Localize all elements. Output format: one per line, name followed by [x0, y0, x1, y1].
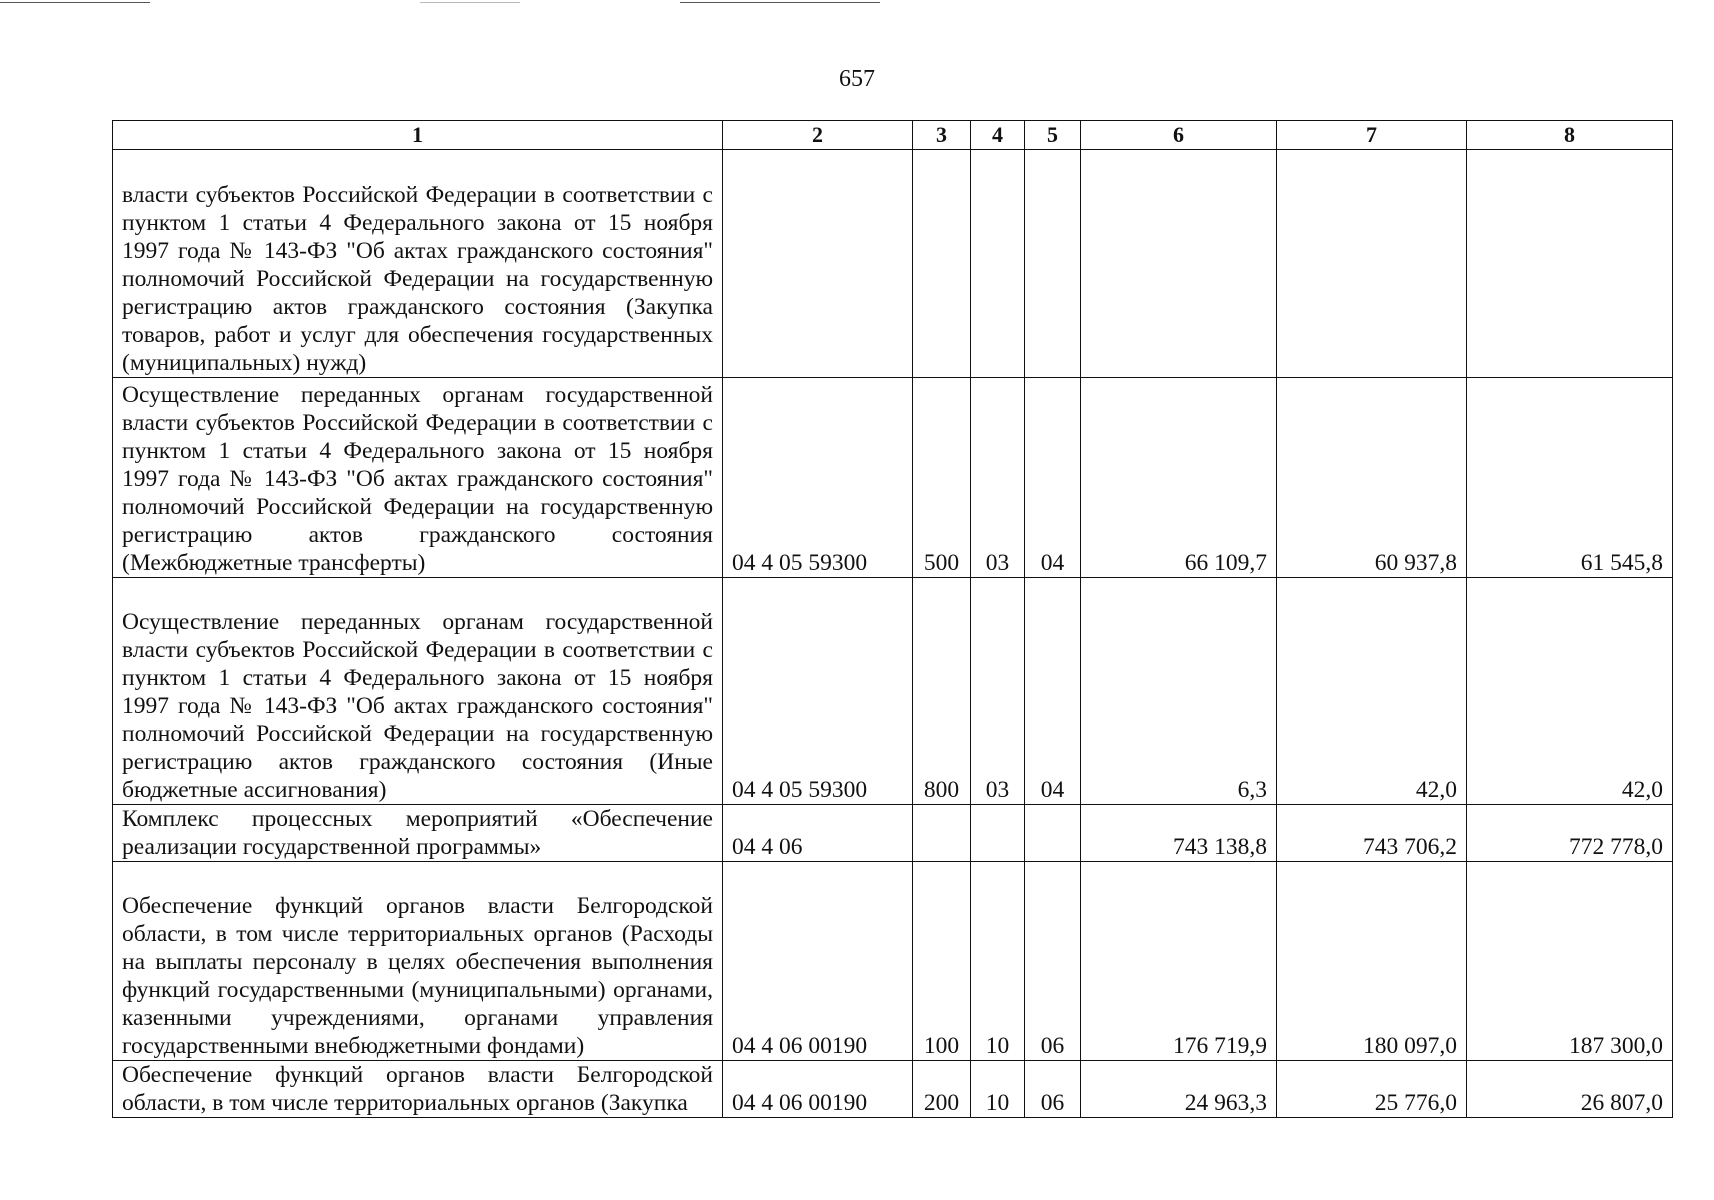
- amount-col6: [1081, 150, 1277, 378]
- subsection-code: [1025, 805, 1081, 862]
- row-description: Обеспечение функций органов власти Белгородской области, в том числе территориальных органов (Расходы на выплаты персоналу в целях обеспечения выполнения функций государственными (муниципальными) органами, казенными учреждениями, органами управления государственными внебюджетными фондами): [113, 862, 723, 1061]
- amount-col7: 180 097,0: [1277, 862, 1467, 1061]
- table-row: [113, 805, 1673, 862]
- amount-col7: 743 706,2: [1277, 805, 1467, 862]
- row-description: Комплекс процессных мероприятий «Обеспечение реализации государственной программы»: [113, 805, 723, 862]
- scan-artifact-line: [680, 2, 880, 3]
- subsection-code: [1025, 150, 1081, 378]
- amount-col6: 743 138,8: [1081, 805, 1277, 862]
- amount-col8: 772 778,0: [1467, 805, 1673, 862]
- amount-col7: 42,0: [1277, 578, 1467, 805]
- column-header: 4: [971, 121, 1025, 150]
- expense-type-code: [913, 150, 971, 378]
- section-code: 10: [971, 1061, 1025, 1118]
- amount-col8: 61 545,8: [1467, 378, 1673, 578]
- page-number: 657: [839, 66, 875, 92]
- expense-type-code: 200: [913, 1061, 971, 1118]
- column-header: 2: [723, 121, 913, 150]
- table-row: [113, 862, 1673, 1061]
- target-article-code: 04 4 05 59300: [723, 578, 913, 805]
- amount-col6: 176 719,9: [1081, 862, 1277, 1061]
- section-code: 03: [971, 378, 1025, 578]
- budget-table: [112, 120, 1673, 1118]
- table-row: [113, 1061, 1673, 1118]
- target-article-code: 04 4 06: [723, 805, 913, 862]
- column-header: 1: [113, 121, 723, 150]
- amount-col8: 42,0: [1467, 578, 1673, 805]
- target-article-code: 04 4 05 59300: [723, 378, 913, 578]
- scan-artifact-line: [0, 2, 150, 3]
- column-header: 3: [913, 121, 971, 150]
- target-article-code: 04 4 06 00190: [723, 862, 913, 1061]
- scan-artifact-line: [420, 2, 520, 3]
- subsection-code: 06: [1025, 1061, 1081, 1118]
- table-row: [113, 578, 1673, 805]
- target-article-code: [723, 150, 913, 378]
- amount-col6: 6,3: [1081, 578, 1277, 805]
- column-header: 7: [1277, 121, 1467, 150]
- target-article-code: 04 4 06 00190: [723, 1061, 913, 1118]
- row-description: Осуществление переданных органам государственной власти субъектов Российской Федерации в соответствии с пунктом 1 статьи 4 Федерального закона от 15 ноября 1997 года № 143-ФЗ "Об актах гражданского состояния" полномочий Российской Федерации на государственную регистрацию актов гражданского состояния (Иные бюджетные ассигнования): [113, 578, 723, 805]
- section-code: [971, 150, 1025, 378]
- amount-col7: [1277, 150, 1467, 378]
- amount-col8: 26 807,0: [1467, 1061, 1673, 1118]
- amount-col6: 66 109,7: [1081, 378, 1277, 578]
- column-header: 8: [1467, 121, 1673, 150]
- amount-col6: 24 963,3: [1081, 1061, 1277, 1118]
- subsection-code: 04: [1025, 378, 1081, 578]
- column-header: 5: [1025, 121, 1081, 150]
- table-row: [113, 378, 1673, 578]
- section-code: 10: [971, 862, 1025, 1061]
- expense-type-code: [913, 805, 971, 862]
- header-row: [113, 121, 1673, 150]
- subsection-code: 06: [1025, 862, 1081, 1061]
- section-code: [971, 805, 1025, 862]
- row-description: власти субъектов Российской Федерации в соответствии с пунктом 1 статьи 4 Федерального закона от 15 ноября 1997 года № 143-ФЗ "Об актах гражданского состояния" полномочий Российской Федерации на государственную регистрацию актов гражданского состояния (Закупка товаров, работ и услуг для обеспечения государственных (муниципальных) нужд): [113, 150, 723, 378]
- amount-col8: [1467, 150, 1673, 378]
- expense-type-code: 100: [913, 862, 971, 1061]
- table-row: [113, 150, 1673, 378]
- amount-col8: 187 300,0: [1467, 862, 1673, 1061]
- row-description: Обеспечение функций органов власти Белгородской области, в том числе территориальных органов (Закупка: [113, 1061, 723, 1118]
- subsection-code: 04: [1025, 578, 1081, 805]
- amount-col7: 25 776,0: [1277, 1061, 1467, 1118]
- column-header: 6: [1081, 121, 1277, 150]
- expense-type-code: 800: [913, 578, 971, 805]
- expense-type-code: 500: [913, 378, 971, 578]
- section-code: 03: [971, 578, 1025, 805]
- amount-col7: 60 937,8: [1277, 378, 1467, 578]
- row-description: Осуществление переданных органам государственной власти субъектов Российской Федерации в соответствии с пунктом 1 статьи 4 Федерального закона от 15 ноября 1997 года № 143-ФЗ "Об актах гражданского состояния" полномочий Российской Федерации на государственную регистрацию актов гражданского состояния (Межбюджетные трансферты): [113, 378, 723, 578]
